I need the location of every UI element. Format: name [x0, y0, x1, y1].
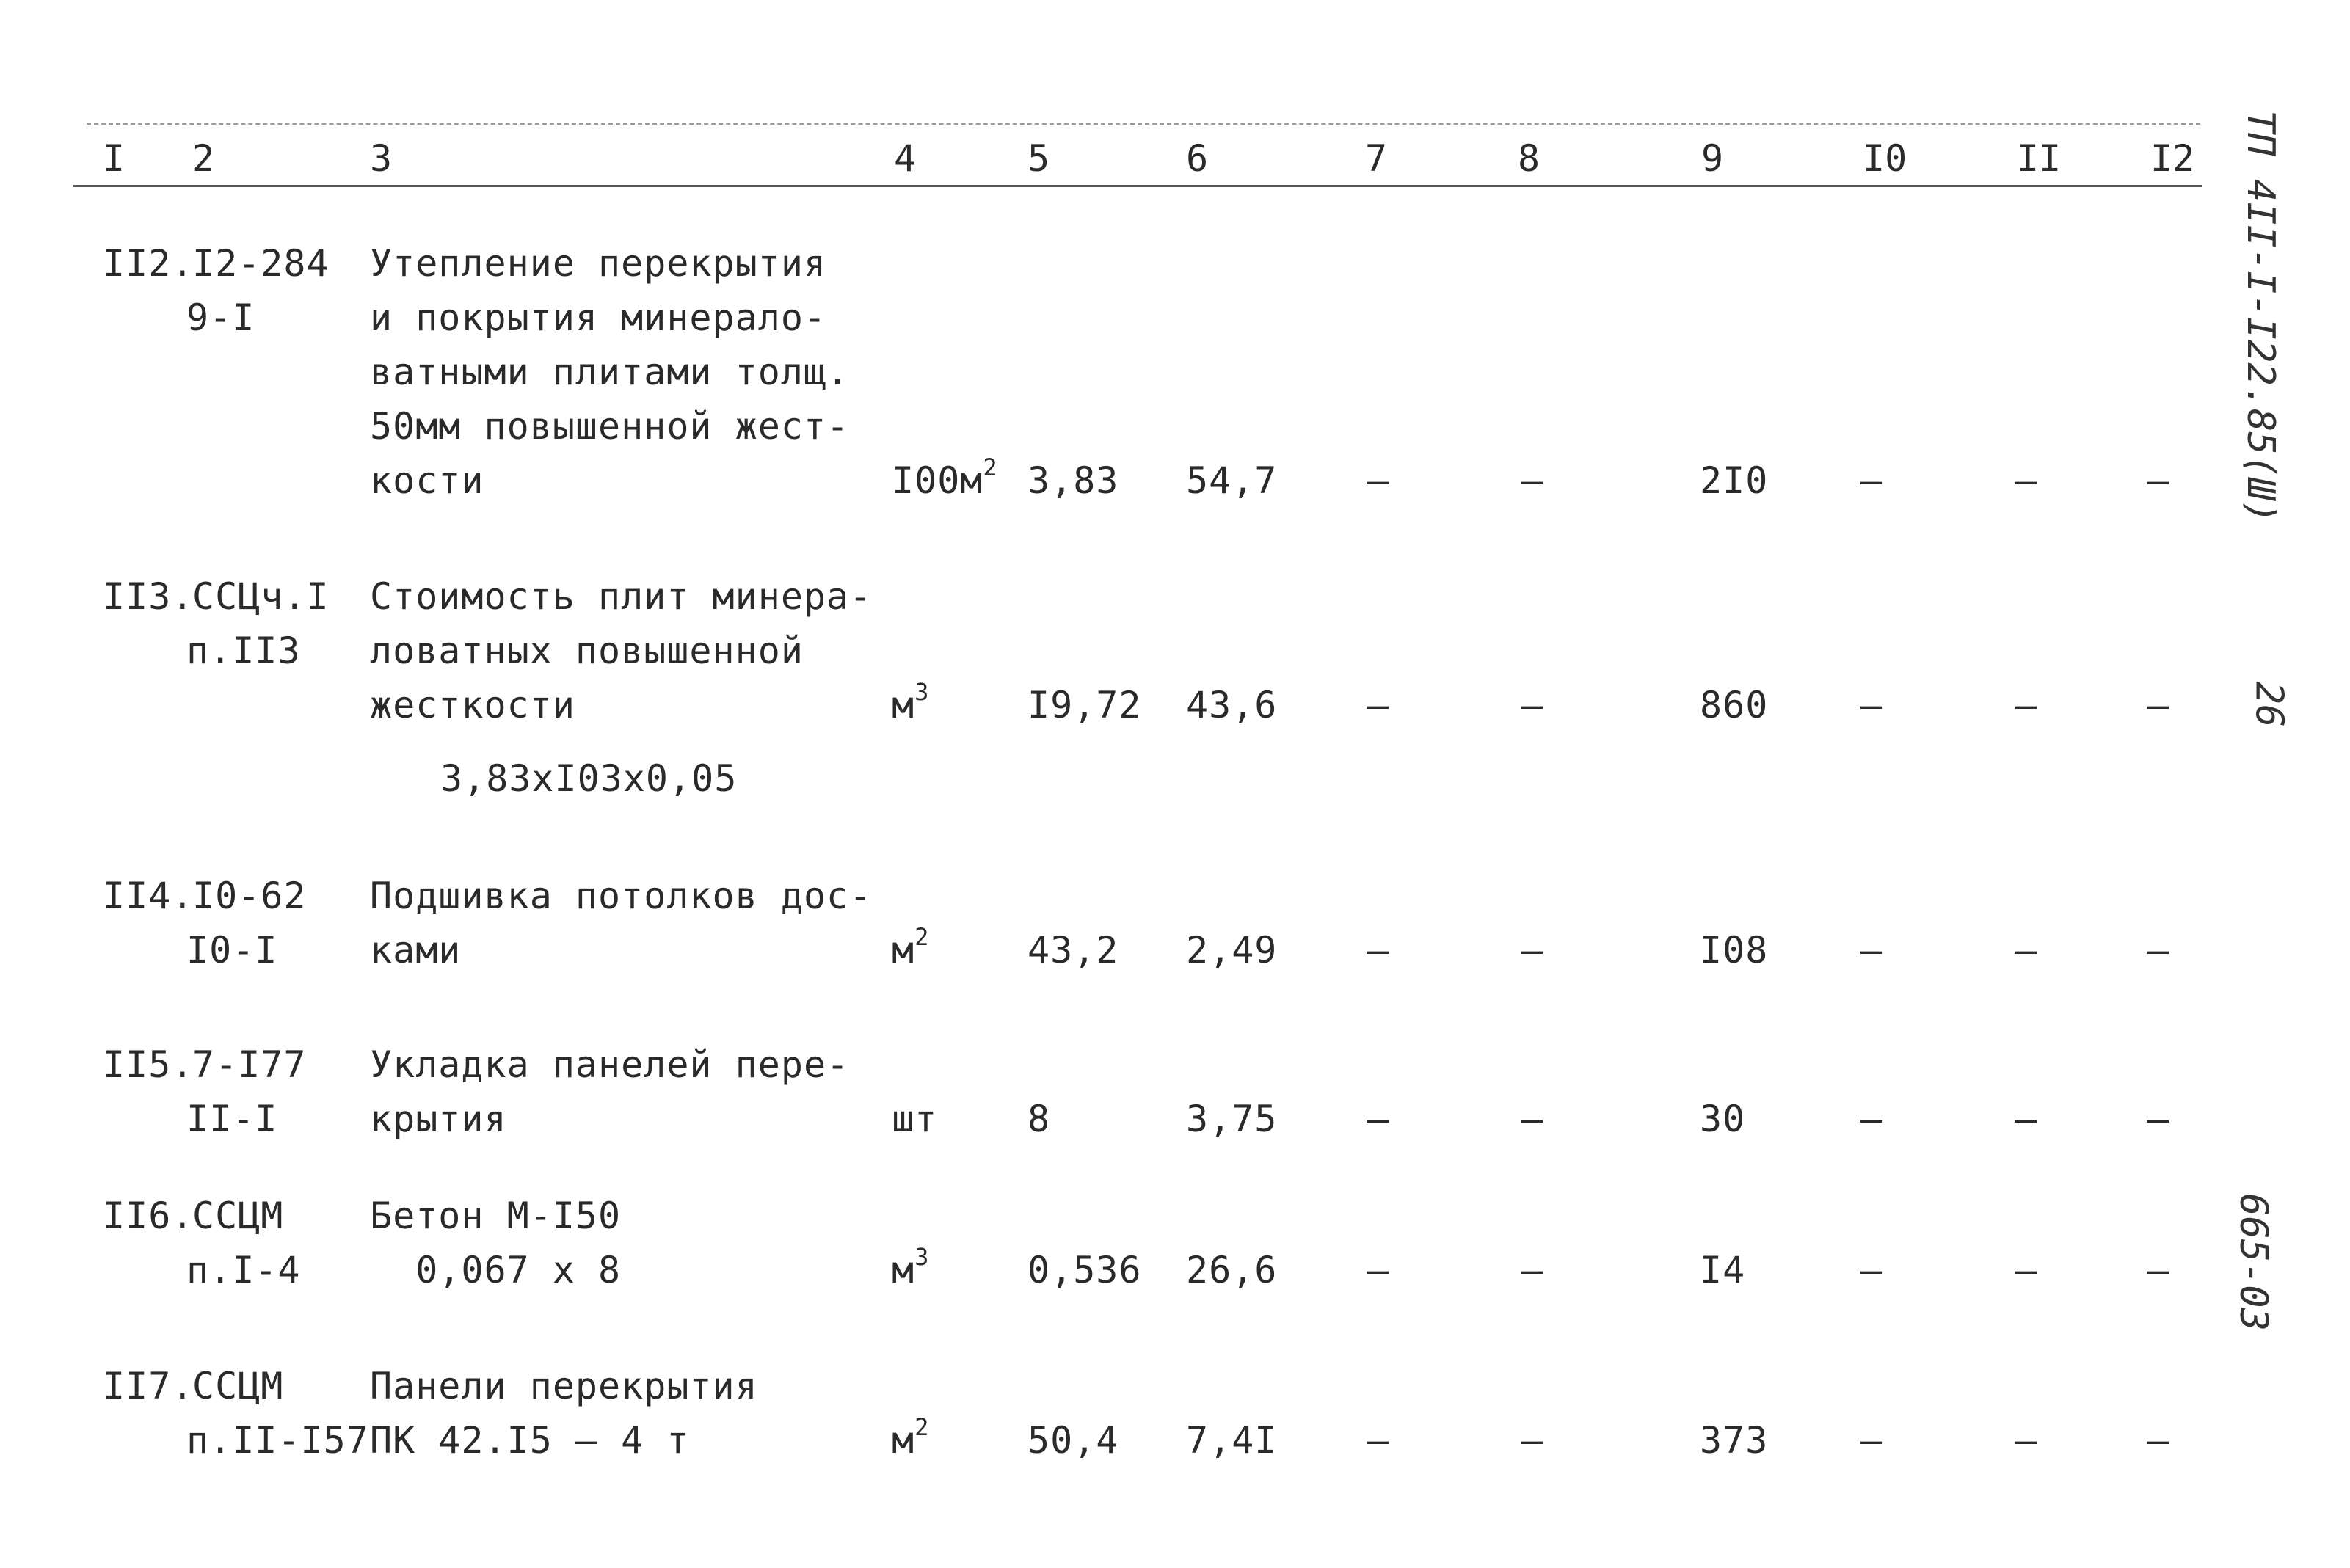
work-description: ками [370, 929, 462, 971]
quantity: 43,2 [1027, 929, 1119, 971]
stamp-number: 665-03 [2231, 1193, 2275, 1331]
column-10-dash: – [1860, 1419, 1884, 1462]
column-11-dash: – [2015, 1098, 2038, 1140]
column-10-dash: – [1860, 929, 1884, 971]
rate-code: ССЦч.I [192, 575, 330, 618]
row-number: II5. [103, 1043, 194, 1086]
unit-cell [892, 1243, 929, 1297]
column-11-dash: – [2015, 684, 2038, 726]
column-header-3: 3 [370, 137, 393, 180]
total-cost: 373 [1700, 1419, 1769, 1462]
column-8-dash: – [1521, 929, 1544, 971]
unit-exponent: 2 [983, 453, 998, 482]
column-12-dash: – [2147, 684, 2170, 726]
quantity-formula: 3,83хI03х0,05 [440, 757, 738, 800]
row-number: II7. [103, 1365, 194, 1407]
column-11-dash: – [2015, 929, 2038, 971]
column-header-12: I2 [2150, 137, 2195, 180]
unit: шт [892, 1098, 938, 1140]
column-7-dash: – [1367, 684, 1390, 726]
unit: м [892, 929, 915, 971]
work-description: Подшивка потолков дос- [370, 875, 873, 917]
work-description: ватными плитами толщ. [370, 351, 850, 393]
column-header-10: I0 [1863, 137, 1907, 180]
column-header-5: 5 [1027, 137, 1050, 180]
rate-code: II-I [186, 1098, 278, 1140]
document-code: ТП 4II-I-I22.85(Ш) [2238, 110, 2282, 524]
total-cost: 860 [1700, 684, 1769, 726]
column-12-dash: – [2147, 1098, 2170, 1140]
unit-price: 2,49 [1186, 929, 1278, 971]
column-12-dash: – [2147, 459, 2170, 502]
unit-price: 3,75 [1186, 1098, 1278, 1140]
unit-cell [892, 678, 929, 732]
quantity: 3,83 [1027, 459, 1119, 502]
column-10-dash: – [1860, 459, 1884, 502]
rate-code: ССЦМ [192, 1195, 284, 1237]
row-number: II4. [103, 875, 194, 917]
work-description: и покрытия минерало- [370, 296, 827, 339]
work-description: Укладка панелей пере- [370, 1043, 850, 1086]
column-header-8: 8 [1518, 137, 1540, 180]
column-8-dash: – [1521, 684, 1544, 726]
total-cost: I4 [1700, 1249, 1746, 1291]
unit-price: 43,6 [1186, 684, 1278, 726]
work-description: Панели перекрытия [370, 1365, 758, 1407]
column-8-dash: – [1521, 1098, 1544, 1140]
column-10-dash: – [1860, 1249, 1884, 1291]
rate-code: п.I-4 [186, 1249, 301, 1291]
column-11-dash: – [2015, 1249, 2038, 1291]
total-cost: 30 [1700, 1098, 1746, 1140]
rate-code: п.II3 [186, 630, 301, 672]
total-cost: 2I0 [1700, 459, 1769, 502]
column-7-dash: – [1367, 459, 1390, 502]
column-8-dash: – [1521, 1249, 1544, 1291]
quantity: 8 [1027, 1098, 1051, 1140]
column-12-dash: – [2147, 1249, 2170, 1291]
rate-code: п.II-I57 [186, 1419, 369, 1462]
rate-code: I0-62 [192, 875, 307, 917]
unit-cell [892, 1413, 929, 1467]
work-description: крытия [370, 1098, 507, 1140]
work-description: ПК 42.I5 – 4 т [370, 1419, 690, 1462]
unit: м [892, 684, 915, 726]
work-description: Бетон М-I50 [370, 1195, 622, 1237]
rate-code: I2-284 [192, 242, 330, 285]
column-10-dash: – [1860, 1098, 1884, 1140]
work-description: Стоимость плит минера- [370, 575, 873, 618]
column-7-dash: – [1367, 929, 1390, 971]
unit: м [892, 1419, 915, 1462]
unit-exponent: 3 [914, 1243, 930, 1272]
column-header-7: 7 [1365, 137, 1388, 180]
unit-exponent: 3 [914, 678, 930, 707]
unit-exponent: 2 [914, 923, 930, 952]
column-header-2: 2 [192, 137, 215, 180]
unit-price: 26,6 [1186, 1249, 1278, 1291]
column-8-dash: – [1521, 1419, 1544, 1462]
column-12-dash: – [2147, 1419, 2170, 1462]
column-header-4: 4 [894, 137, 917, 180]
rate-code: 7-I77 [192, 1043, 307, 1086]
unit-cell [892, 453, 998, 508]
column-7-dash: – [1367, 1419, 1390, 1462]
quantity: 50,4 [1027, 1419, 1119, 1462]
column-8-dash: – [1521, 459, 1544, 502]
rate-code: I0-I [186, 929, 278, 971]
quantity: I9,72 [1027, 684, 1142, 726]
unit-cell [892, 923, 929, 977]
row-number: II3. [103, 575, 194, 618]
column-header-1: I [103, 137, 125, 180]
work-description: 50мм повышенной жест- [370, 405, 850, 448]
unit-price: 54,7 [1186, 459, 1278, 502]
row-number: II2. [103, 242, 194, 285]
column-header-6: 6 [1186, 137, 1209, 180]
column-11-dash: – [2015, 459, 2038, 502]
work-description: 0,067 х 8 [370, 1249, 622, 1291]
total-cost: I08 [1700, 929, 1769, 971]
work-description: ловатных повышенной [370, 630, 804, 672]
row-number: II6. [103, 1195, 194, 1237]
rate-code: ССЦМ [192, 1365, 284, 1407]
column-7-dash: – [1367, 1098, 1390, 1140]
work-description: жесткости [370, 684, 575, 726]
work-description: кости [370, 459, 484, 502]
top-rule [87, 123, 2200, 125]
column-header-11: II [2017, 137, 2062, 180]
quantity: 0,536 [1027, 1249, 1142, 1291]
unit-price: 7,4I [1186, 1419, 1278, 1462]
work-description: Утепление перекрытия [370, 242, 827, 285]
column-7-dash: – [1367, 1249, 1390, 1291]
header-rule [73, 185, 2202, 187]
column-header-9: 9 [1701, 137, 1724, 180]
unit: м [892, 1249, 915, 1291]
rate-code: 9-I [186, 296, 255, 339]
unit: I00м [892, 459, 983, 502]
column-11-dash: – [2015, 1419, 2038, 1462]
unit-exponent: 2 [914, 1413, 930, 1442]
column-10-dash: – [1860, 684, 1884, 726]
column-12-dash: – [2147, 929, 2170, 971]
page-number: 26 [2247, 681, 2291, 728]
